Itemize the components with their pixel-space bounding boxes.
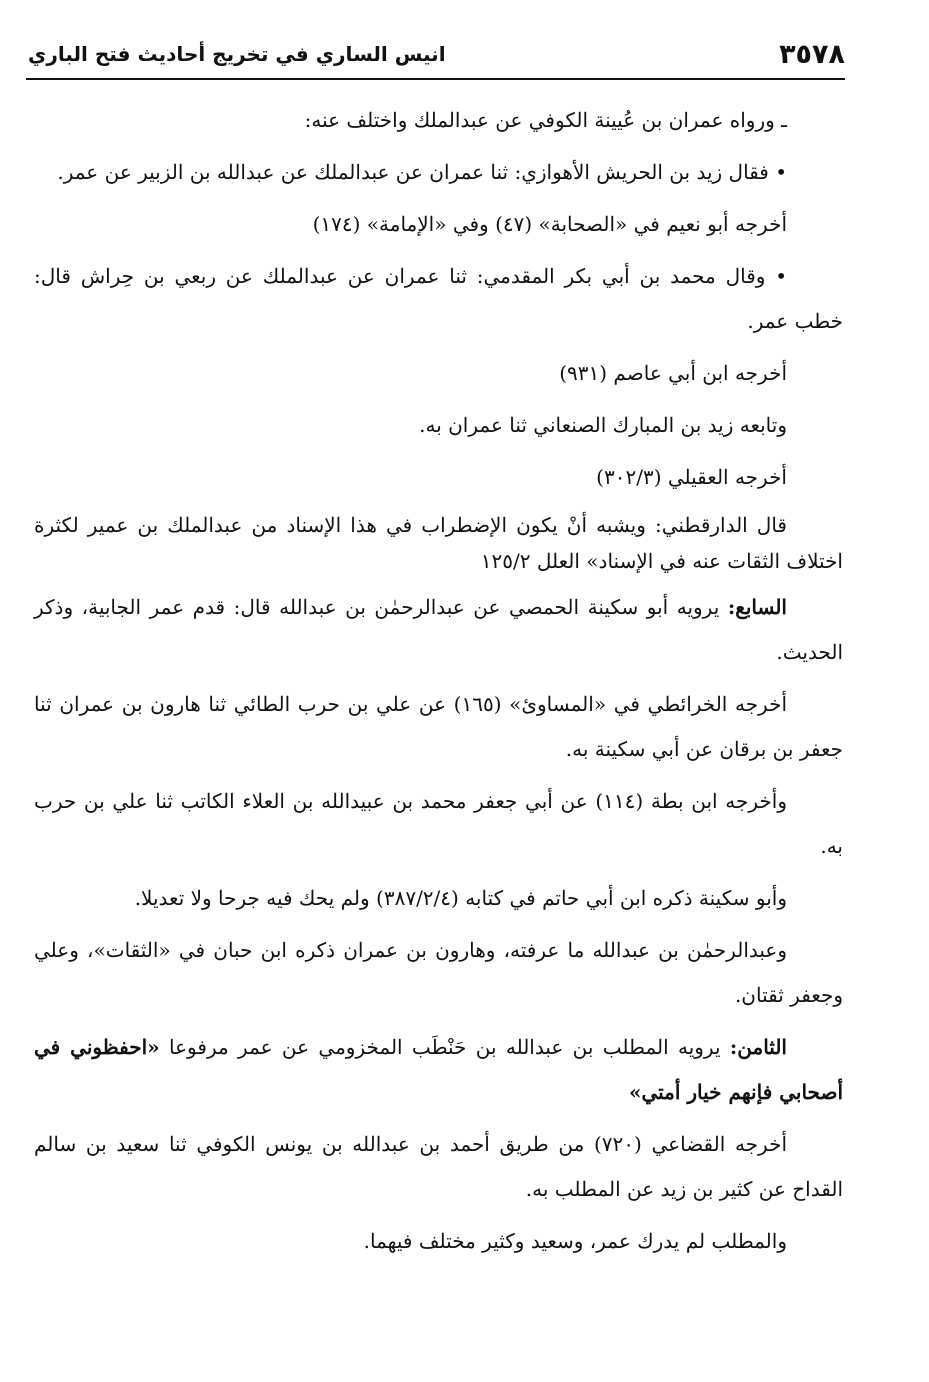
paragraph: أخرجه الخرائطي في «المساوئ» (١٦٥) عن علي بن حرب الطائي ثنا هارون بن عمران ثنا جعفر بن برقان عن أبي سكينة به. <box>34 692 843 761</box>
paragraph: والمطلب لم يدرك عمر، وسعيد وكثير مختلف فيهما. <box>363 1229 787 1253</box>
paragraph: أخرجه العقيلي (٣٠٢/٣) <box>596 465 787 489</box>
paragraph: وأبو سكينة ذكره ابن أبي حاتم في كتابه (٣٨٧/٢/٤) ولم يحك فيه جرحا ولا تعديلا. <box>134 886 787 910</box>
section-paragraph-seventh: السابع: يرويه أبو سكينة الحمصي عن عبدالرحمٰن بن عبدالله قال: قدم عمر الجابية، وذكر الحديث. <box>34 595 843 664</box>
paragraph: أخرجه أبو نعيم في «الصحابة» (٤٧) وفي «الإمامة» (١٧٤) <box>312 212 787 236</box>
paragraph: • فقال زيد بن الحريش الأهوازي: ثنا عمران عن عبدالملك عن عبدالله بن الزبير عن عمر. <box>57 160 787 184</box>
paragraph: وأخرجه ابن بطة (١١٤) عن أبي جعفر محمد بن عبيدالله بن العلاء الكاتب ثنا علي بن حرب به. <box>34 789 843 858</box>
paragraph: أخرجه القضاعي (٧٢٠) من طريق أحمد بن عبدالله بن يونس الكوفي ثنا سعيد بن سالم القداح عن كثير بن زيد عن المطلب به. <box>34 1132 843 1201</box>
section-paragraph-eighth: الثامن: يرويه المطلب بن عبدالله بن حَنْطَب المخزومي عن عمر مرفوعا «احفظوني في أصحابي فإنهم خيار أمتي» <box>34 1035 843 1104</box>
paragraph: وعبدالرحمٰن بن عبدالله ما عرفته، وهارون بن عمران ذكره ابن حبان في «الثقات»، وعلي وجعفر ثقتان. <box>34 938 843 1007</box>
section-lead: الثامن: <box>729 1035 787 1059</box>
paragraph: • وقال محمد بن أبي بكر المقدمي: ثنا عمران عن عبدالملك عن ربعي بن حِراش قال: خطب عمر. <box>34 264 843 333</box>
paragraph: أخرجه ابن أبي عاصم (٩٣١) <box>559 361 787 385</box>
header-divider <box>26 78 845 80</box>
quotation-paragraph: قال الدارقطني: ويشبه أنْ يكون الإضطراب في هذا الإسناد من عبدالملك بن عمير لكثرة اختلاف الثقات عنه في الإسناد» العلل ١٢٥/٢ <box>34 513 843 573</box>
page-header <box>28 34 845 74</box>
paragraph: ـ ورواه عمران بن عُيينة الكوفي عن عبدالملك واختلف عنه: <box>304 108 787 132</box>
paragraph: وتابعه زيد بن المبارك الصنعاني ثنا عمران به. <box>419 413 787 437</box>
page-body <box>34 98 843 1271</box>
book-title: انيس الساري في تخريج أحاديث فتح الباري <box>28 42 446 66</box>
hadith-text: «احفظوني في أصحابي فإنهم خيار أمتي» <box>34 1035 843 1104</box>
section-lead: السابع: <box>727 595 787 619</box>
page-number: ٣٥٧٨ <box>779 38 845 70</box>
